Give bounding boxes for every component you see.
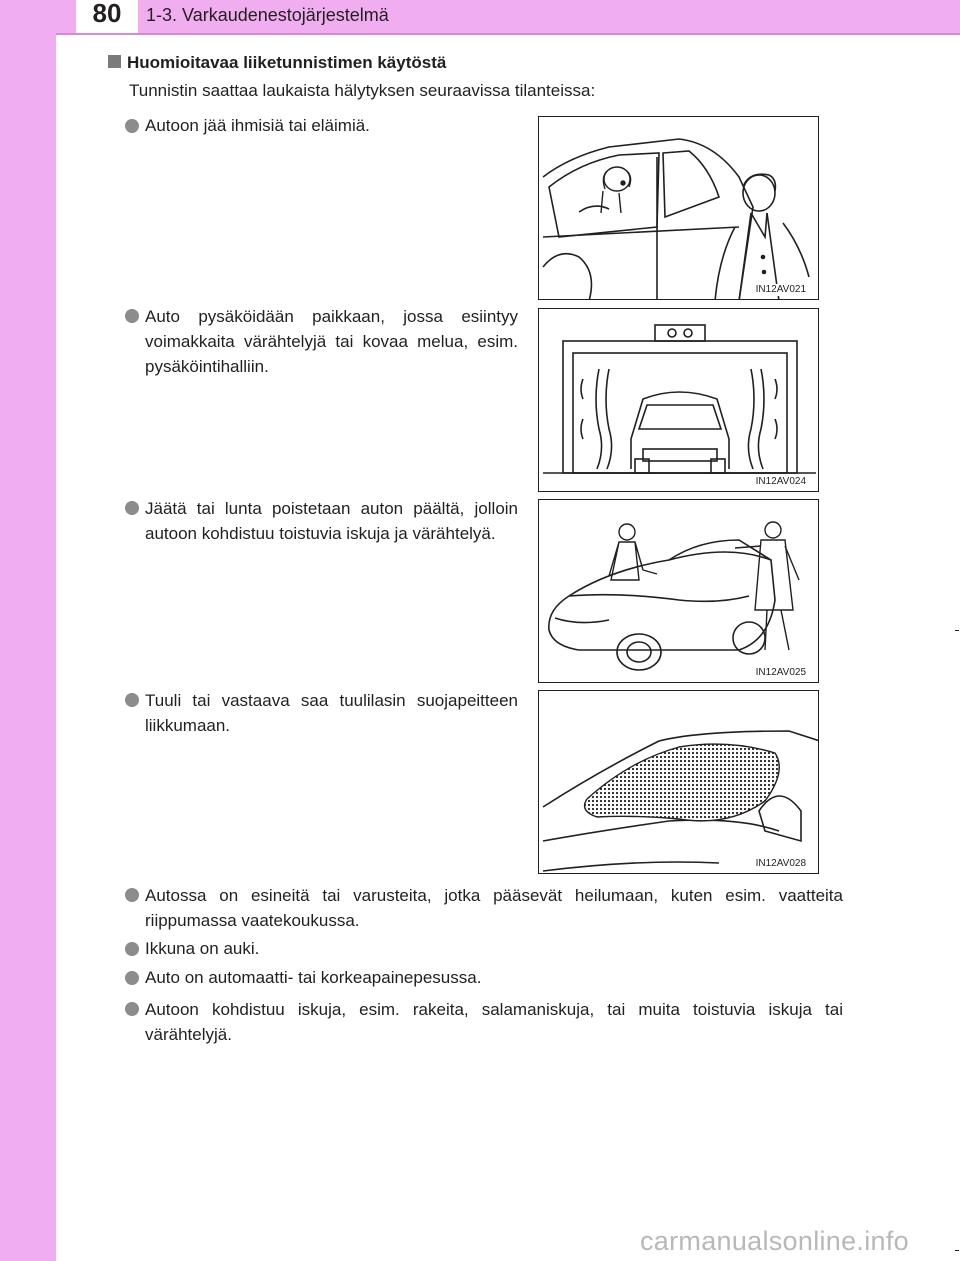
watermark: carmanualsonline.info bbox=[640, 1226, 909, 1256]
figure-windshield-cover bbox=[538, 690, 819, 874]
person-right-icon bbox=[735, 522, 799, 650]
header-rule bbox=[56, 33, 960, 35]
list-item bbox=[145, 688, 518, 738]
list-item bbox=[145, 114, 518, 138]
chapter-title: 1-3. Varkaudenestojärjestelmä bbox=[146, 5, 389, 25]
section-heading bbox=[108, 52, 446, 74]
figure-clearing-snow-from-car bbox=[538, 499, 819, 683]
figure-person-and-dog-in-car bbox=[538, 116, 819, 300]
car-with-dog-illustration bbox=[539, 117, 819, 300]
bullet-icon bbox=[125, 309, 139, 323]
list-item-text: Tuuli tai vastaava saa tuulilasin suojapeitteen liikkumaan. bbox=[145, 691, 518, 735]
section-intro: Tunnistin saattaa laukaista hälytyksen seuraavissa tilanteissa: bbox=[129, 81, 596, 100]
figure-code: IN12AV021 bbox=[755, 284, 806, 295]
figure-car-in-parking-garage bbox=[538, 308, 819, 492]
figure-code: IN12AV028 bbox=[755, 858, 806, 869]
list-item bbox=[145, 997, 843, 1047]
man-icon bbox=[715, 174, 809, 300]
list-item bbox=[145, 966, 843, 990]
list-item-text: Autoon jää ihmisiä tai eläimiä. bbox=[145, 116, 370, 135]
crop-mark bbox=[955, 1250, 959, 1251]
list-item-text: Auto pysäköidään paikkaan, jossa esiintyy voimakkaita värähtelyjä tai kovaa melua, esim. pysäköintihalliin. bbox=[145, 307, 518, 376]
bullet-icon bbox=[125, 942, 139, 956]
list-item bbox=[145, 496, 518, 546]
bullet-icon bbox=[125, 1002, 139, 1016]
list-item bbox=[145, 937, 843, 961]
side-tab-band bbox=[0, 0, 56, 1261]
list-item-text: Auto on automaatti- tai korkeapainepesussa. bbox=[145, 968, 482, 987]
bullet-icon bbox=[125, 693, 139, 707]
figure-code: IN12AV025 bbox=[755, 667, 806, 678]
parking-garage-illustration bbox=[539, 309, 819, 492]
list-item-text: Ikkuna on auki. bbox=[145, 939, 260, 958]
list-item bbox=[145, 304, 518, 379]
list-item-text: Autoon kohdistuu iskuja, esim. rakeita, salamaniskuja, tai muita toistuvia iskuja tai värähtelyjä. bbox=[145, 1000, 843, 1044]
snow-clearing-illustration bbox=[539, 500, 819, 683]
cover-mesh bbox=[585, 744, 780, 821]
section-heading-text: Huomioitavaa liiketunnistimen käytöstä bbox=[127, 53, 447, 72]
windshield-cover-illustration bbox=[539, 691, 819, 874]
bullet-icon bbox=[125, 971, 139, 985]
person-left-icon bbox=[609, 524, 657, 580]
page-number: 80 bbox=[76, 0, 138, 33]
bullet-icon bbox=[125, 119, 139, 133]
bullet-icon bbox=[125, 888, 139, 902]
bullet-icon bbox=[125, 501, 139, 515]
list-item-text: Autossa on esineitä tai varusteita, jotka pääsevät heilumaan, kuten esim. vaatteita riippumassa vaatekoukussa. bbox=[145, 886, 843, 930]
list-item bbox=[145, 883, 843, 933]
list-item-text: Jäätä tai lunta poistetaan auton päältä, jolloin autoon kohdistuu toistuvia iskuja ja värähtelyä. bbox=[145, 499, 518, 543]
dog-icon bbox=[601, 167, 631, 213]
figure-code: IN12AV024 bbox=[755, 476, 806, 487]
crop-mark bbox=[955, 630, 959, 631]
square-bullet-icon bbox=[108, 55, 121, 68]
